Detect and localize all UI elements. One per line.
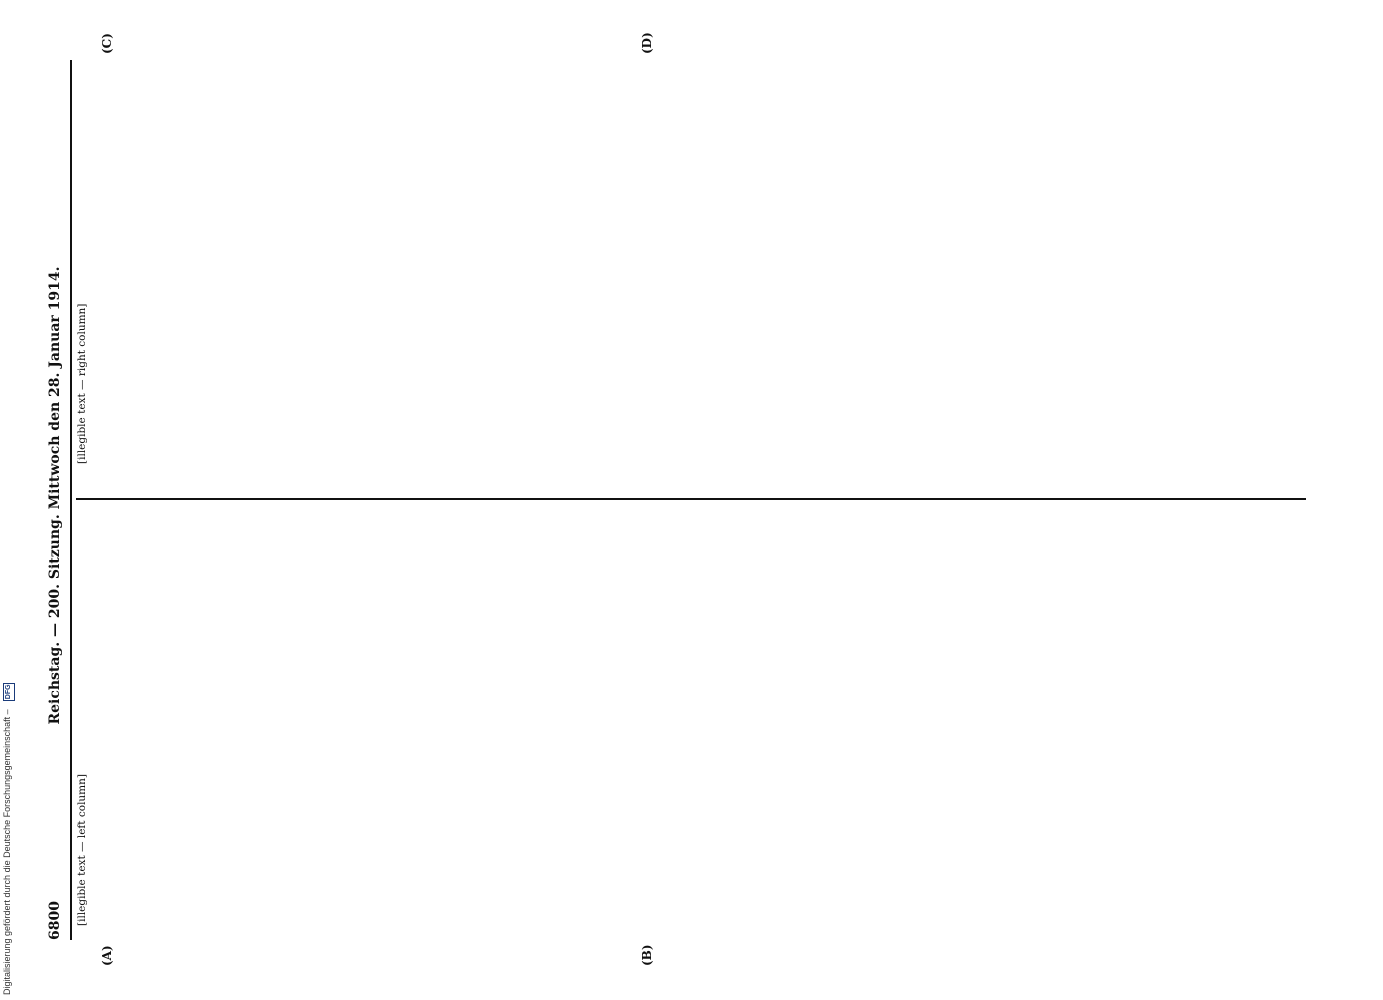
right-column-text: [illegible text — right column]: [76, 303, 88, 464]
margin-marker-c: (C): [100, 33, 114, 54]
dfg-logo: DFG: [3, 683, 15, 701]
header-rule: [70, 60, 72, 940]
running-title: Reichstag. — 200. Sitzung. Mittwoch den 28. Januar 1914.: [47, 266, 63, 725]
column-divider: [76, 498, 1306, 500]
margin-marker-a: (A): [100, 945, 114, 966]
digitization-footer: [2, 0, 16, 1000]
margin-marker-d: (D): [640, 32, 654, 54]
page-header: [40, 60, 70, 940]
document-page: [40, 32, 1340, 966]
margin-marker-b: (B): [640, 944, 654, 966]
page-number: 6800: [47, 901, 63, 940]
digitization-note: Digitalisierung gefördert durch die Deutsche Forschungsgemeinschaft –: [2, 709, 12, 995]
left-column-text: [illegible text — left column]: [76, 774, 88, 926]
right-column: [76, 60, 1306, 478]
left-column: [76, 522, 1306, 940]
